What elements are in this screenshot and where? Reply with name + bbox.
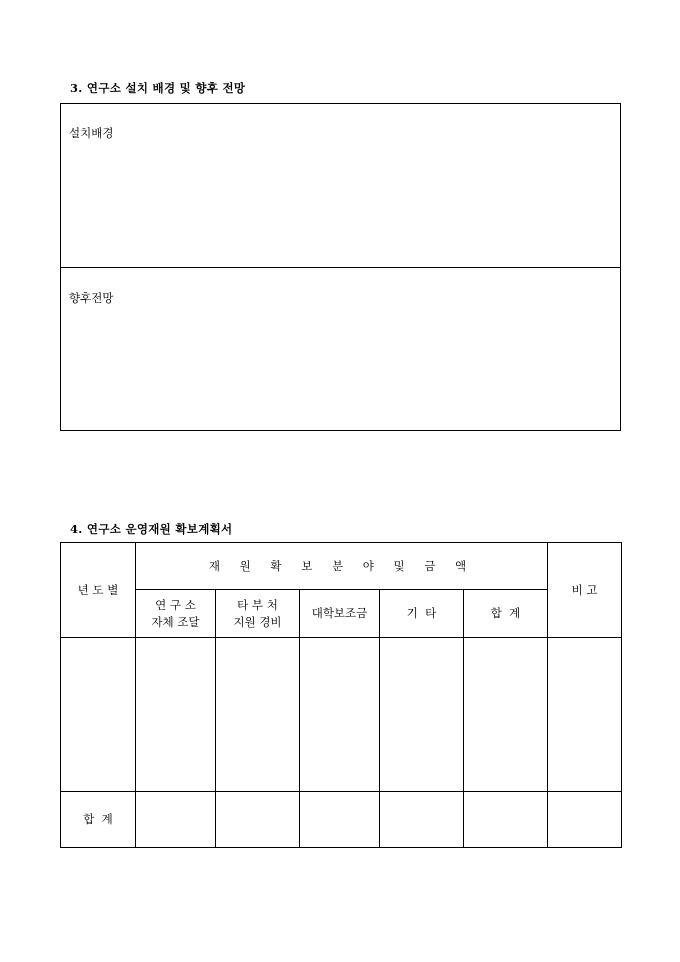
section-4-title: 4. 연구소 운영재원 확보계획서 — [70, 522, 233, 536]
installation-background-field[interactable] — [61, 104, 620, 268]
col-header-total: 합 계 — [464, 590, 548, 638]
remarks-header: 비 고 — [548, 543, 622, 638]
ministry-support-cell[interactable] — [216, 638, 300, 792]
total-row — [61, 792, 622, 848]
col-header-other: 기 타 — [380, 590, 464, 638]
future-outlook-field[interactable] — [61, 268, 620, 430]
col-header-university-subsidy: 대학보조금 — [300, 590, 380, 638]
total-remarks-cell[interactable] — [548, 792, 622, 848]
total-ministry-support-cell[interactable] — [216, 792, 300, 848]
funding-plan-table — [60, 542, 622, 848]
total-other-cell[interactable] — [380, 792, 464, 848]
installation-background-label: 설치배경 — [69, 126, 114, 140]
future-outlook-label: 향후전망 — [69, 291, 114, 305]
background-outlook-box — [60, 103, 621, 431]
total-total-cell[interactable] — [464, 792, 548, 848]
self-funding-cell[interactable] — [136, 638, 216, 792]
col-header-ministry-support-line1: 타 부 처 — [237, 597, 278, 612]
col-header-self-funding-line2: 자체 조달 — [151, 614, 200, 629]
other-cell[interactable] — [380, 638, 464, 792]
year-cell[interactable] — [61, 638, 136, 792]
total-row-label: 합 계 — [61, 792, 136, 848]
funding-group-header: 재 원 확 보 분 야 및 금 액 — [136, 543, 548, 590]
total-cell[interactable] — [464, 638, 548, 792]
year-header: 년 도 별 — [61, 543, 136, 638]
total-self-funding-cell[interactable] — [136, 792, 216, 848]
remarks-cell[interactable] — [548, 638, 622, 792]
university-subsidy-cell[interactable] — [300, 638, 380, 792]
data-row — [61, 638, 622, 792]
col-header-ministry-support-line2: 지원 경비 — [233, 614, 282, 629]
section-3-title: 3. 연구소 설치 배경 및 향후 전망 — [70, 81, 246, 95]
col-header-ministry-support — [216, 590, 300, 638]
col-header-self-funding — [136, 590, 216, 638]
total-university-subsidy-cell[interactable] — [300, 792, 380, 848]
col-header-self-funding-line1: 연 구 소 — [155, 597, 196, 612]
